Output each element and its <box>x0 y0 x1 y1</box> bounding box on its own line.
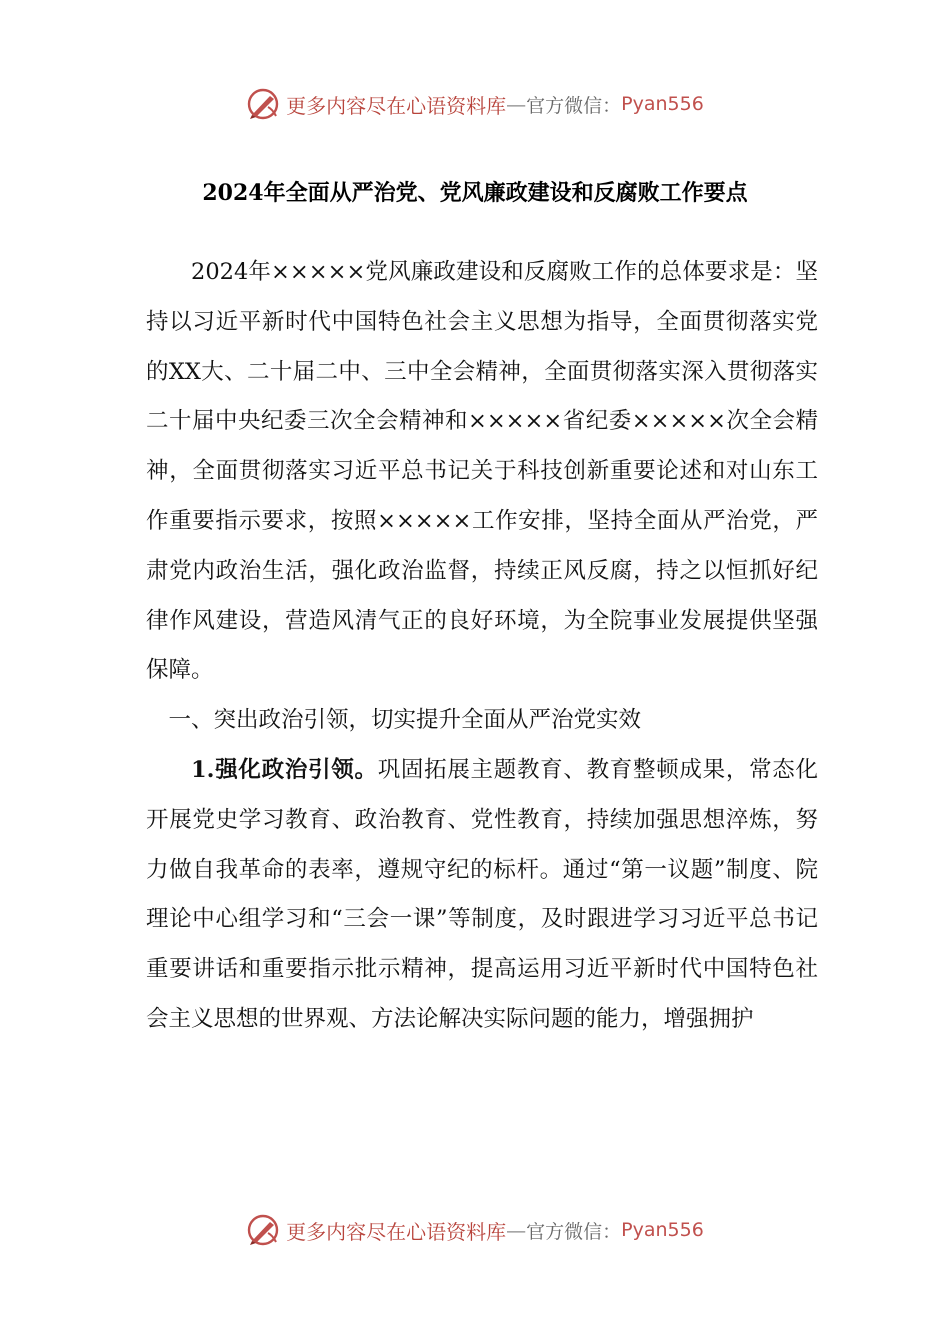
banner-official-label: 官方微信： <box>526 94 622 117</box>
banner-dash: — <box>506 1218 527 1242</box>
document-title: 2024年全面从严治党、党风廉政建设和反腐败工作要点 <box>202 180 748 206</box>
pen-circle-logo-icon <box>246 1213 280 1247</box>
footer-watermark-banner <box>0 1210 950 1250</box>
item-1-paragraph <box>146 746 818 1045</box>
document-body <box>146 248 818 1045</box>
intro-paragraph: 2024年×××××党风廉政建设和反腐败工作的总体要求是：坚持以习近平新时代中国特色社会主义思想为指导，全面贯彻落实党的XX大、二十届二中、三中全会精神，全面贯彻落实深入贯彻落实二十届中央纪委三次全会精神和×××××省纪委×××××次全会精神，全面贯彻落实习近平总书记关于科技创新重要论述和对山东工作重要指示要求，按照×××××工作安排，坚持全面从严治党，严肃党内政治生活，强化政治监督，持续正风反腐，持之以恒抓好纪律作风建设，营造风清气正的良好环境，为全院事业发展提供坚强保障。 <box>146 259 818 684</box>
banner-official-label: 官方微信： <box>526 1220 622 1243</box>
banner-site-name: 更多内容尽在心语资料库 <box>286 93 507 118</box>
item-1-label: 1.强化政治引领。 <box>191 756 378 783</box>
banner-wechat-handle: Pyan556 <box>621 1219 704 1241</box>
section-heading-1: 一、突出政治引领，切实提升全面从严治党实效 <box>168 707 642 734</box>
pen-circle-logo-icon <box>246 87 280 121</box>
banner-site-name: 更多内容尽在心语资料库 <box>286 1219 507 1244</box>
banner-wechat-handle: Pyan556 <box>621 93 704 115</box>
banner-dash: — <box>506 92 527 116</box>
item-1-text: 巩固拓展主题教育、教育整顿成果，常态化开展党史学习教育、政治教育、党性教育，持续加强思想淬炼，努力做自我革命的表率，遵规守纪的标杆。通过“第一议题”制度、院理论中心组学习和“三会一课”等制度，及时跟进学习习近平总书记重要讲话和重要指示批示精神，提高运用习近平新时代中国特色社会主义思想的世界观、方法论解决实际问题的能力，增强拥护 <box>146 756 818 1032</box>
header-watermark-banner <box>0 84 950 124</box>
